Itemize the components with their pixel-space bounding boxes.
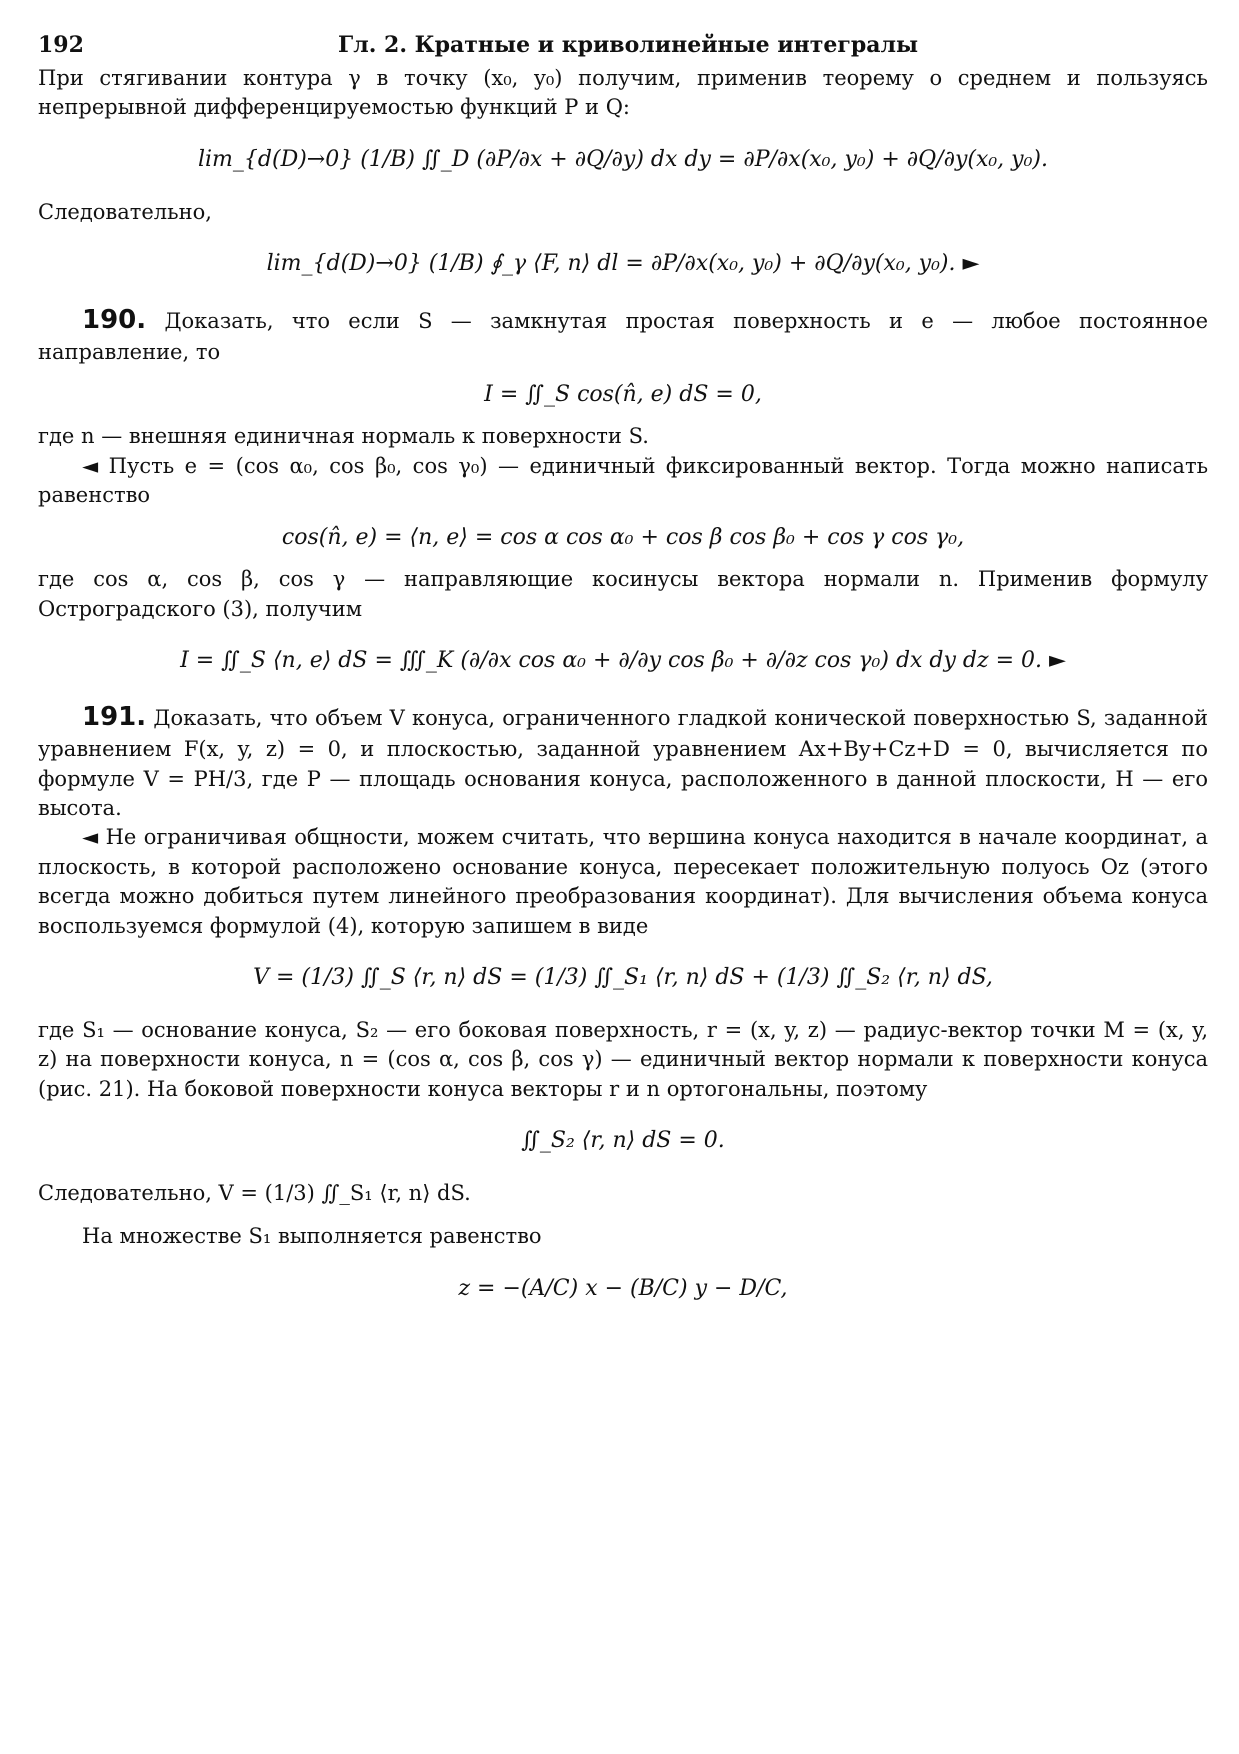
paragraph: Следовательно,: [38, 199, 212, 224]
paragraph: На множестве S₁ выполняется равенство: [82, 1224, 542, 1249]
formula-ostrogradsky: I = ∬_S ⟨n, e⟩ dS = ∭_K (∂/∂x cos α₀ + ∂/∂y cos β₀ + ∂/∂z cos γ₀) dx dy dz = 0. ►: [180, 648, 1066, 674]
paragraph: где cos α, cos β, cos γ — направляющие косинусы вектора нормали n. Применив формулу Остроградского (3), получим: [38, 567, 1208, 621]
formula-I: I = ∬_S cos(n̂, e) dS = 0,: [484, 381, 762, 407]
page-header: [38, 22, 1208, 62]
problem-191: [38, 699, 1208, 824]
running-title: Гл. 2. Кратные и криволинейные интегралы: [338, 32, 919, 58]
formula-limit-contour: lim_{d(D)→0} (1/B) ∮_γ ⟨F, n⟩ dl = ∂P/∂x(x₀, y₀) + ∂Q/∂y(x₀, y₀). ►: [266, 250, 980, 276]
problem-statement: Доказать, что объем V конуса, ограниченного гладкой конической поверхностью S, заданной уравнением F(x, y, z) = 0, и плоскостью, заданной уравнением Ax+By+Cz+D = 0, вычисляется по формуле V = PH/3, где P — площадь основания конуса, расположенного в данной плоскости, H — его высота.: [38, 705, 1208, 821]
paragraph: Следовательно, V = (1/3) ∬_S₁ ⟨r, n⟩ dS.: [38, 1180, 471, 1205]
problem-number: 191.: [82, 701, 147, 732]
formula-cos: cos(n̂, e) = ⟨n, e⟩ = cos α cos α₀ + cos β cos β₀ + cos γ cos γ₀,: [281, 524, 965, 550]
paragraph: где S₁ — основание конуса, S₂ — его боковая поверхность, r = (x, y, z) — радиус-вектор точки M = (x, y, z) на поверхности конуса, n = (cos α, cos β, cos γ) — единичный вектор нормали к поверхности конуса (рис. 21). На боковой поверхности конуса векторы r и n ортогональны, поэтому: [38, 1017, 1208, 1101]
paragraph: При стягивании контура γ в точку (x₀, y₀) получим, применив теорему о среднем и пользуясь непрерывной дифференцируемостью функций P и Q:: [38, 66, 1208, 120]
formula-plane: z = −(A/C) x − (B/C) y − D/C,: [458, 1275, 788, 1301]
paragraph: ◄ Не ограничивая общности, можем считать, что вершина конуса находится в начале координат, а плоскость, в которой расположено основание конуса, пересекает положительную полуось Oz (этого всегда можно добиться путем линейного преобразования координат). Для вычисления объема конуса воспользуемся формулой (4), которую запишем в виде: [38, 825, 1208, 938]
formula-lateral-zero: ∬_S₂ ⟨r, n⟩ dS = 0.: [521, 1127, 725, 1153]
problem-number: 190.: [82, 304, 147, 335]
formula-volume: V = (1/3) ∬_S ⟨r, n⟩ dS = (1/3) ∬_S₁ ⟨r, n⟩ dS + (1/3) ∬_S₂ ⟨r, n⟩ dS,: [253, 965, 993, 991]
page-body: [38, 64, 1208, 1326]
paragraph: ◄ Пусть e = (cos α₀, cos β₀, cos γ₀) — единичный фиксированный вектор. Тогда можно написать равенство: [38, 453, 1208, 508]
problem-190: [38, 302, 1208, 368]
formula-limit-integral: lim_{d(D)→0} (1/B) ∬_D (∂P/∂x + ∂Q/∂y) dx dy = ∂P/∂x(x₀, y₀) + ∂Q/∂y(x₀, y₀).: [197, 146, 1048, 172]
page-number: 192: [38, 32, 84, 58]
paragraph: где n — внешняя единичная нормаль к поверхности S.: [38, 424, 649, 449]
problem-statement: Доказать, что если S — замкнутая простая поверхность и e — любое постоянное направление, то: [38, 308, 1208, 365]
